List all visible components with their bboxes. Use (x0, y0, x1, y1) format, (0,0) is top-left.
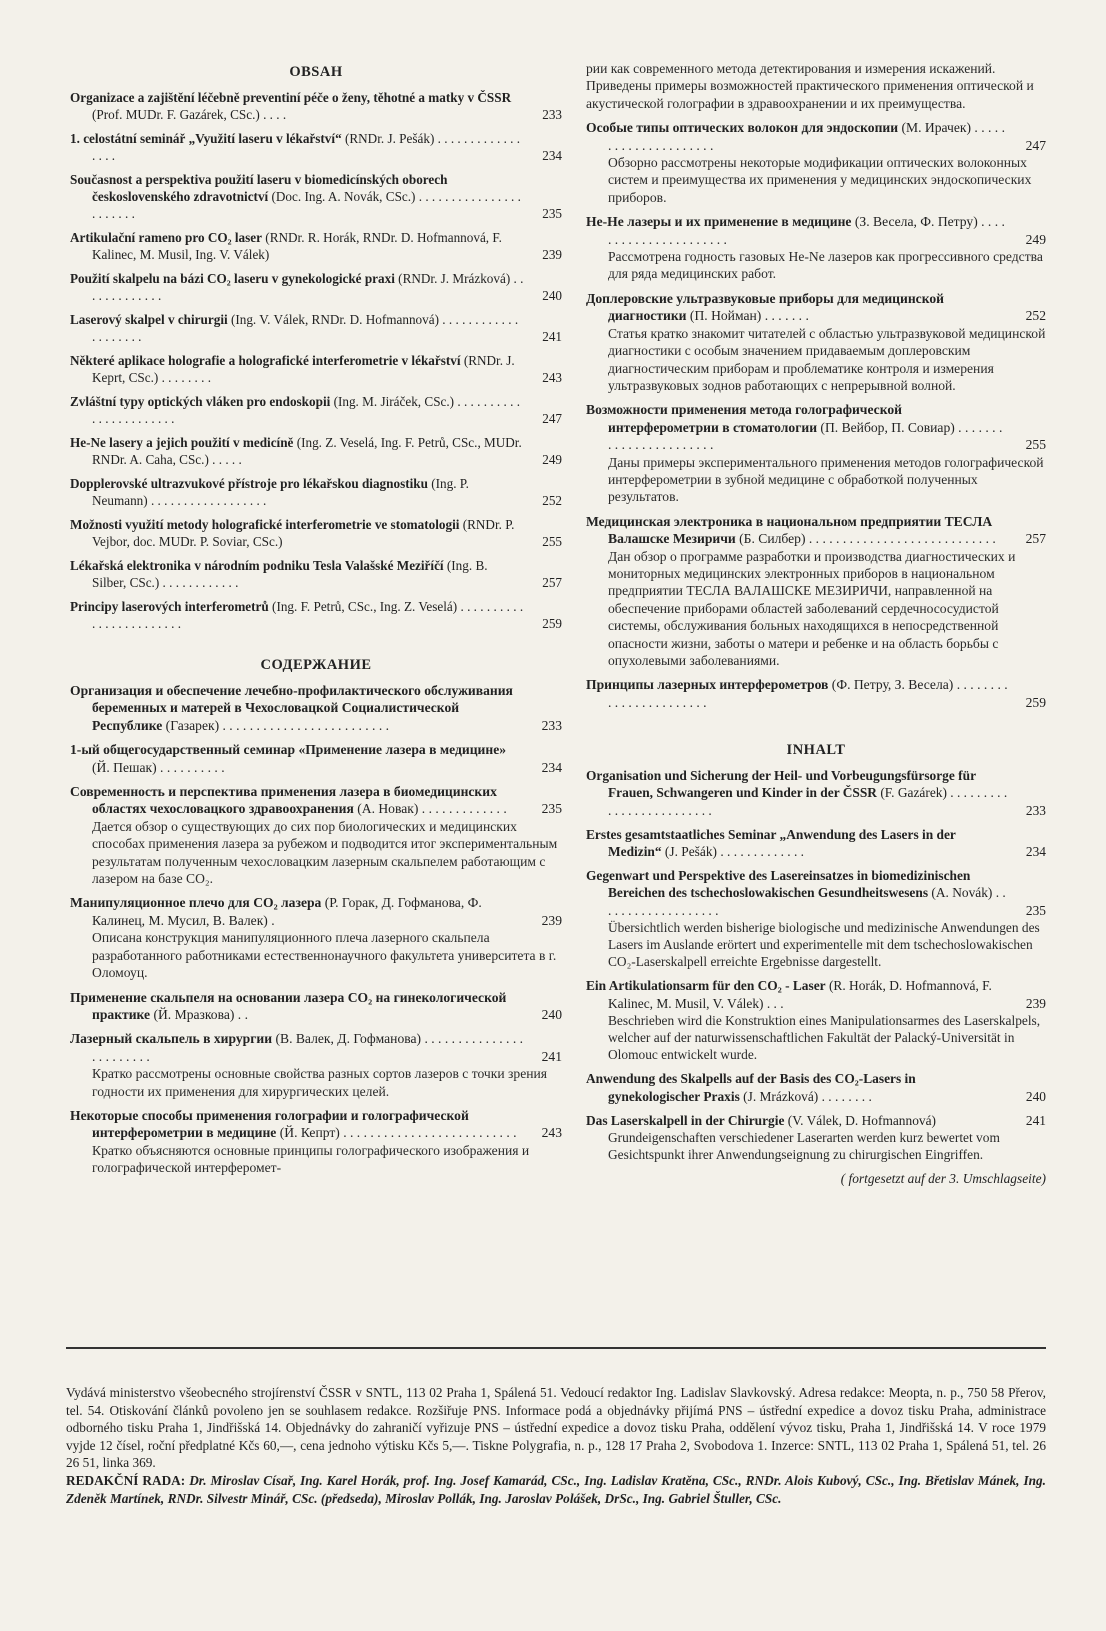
toc-entry (70, 783, 562, 887)
toc-entry-line (586, 1112, 1046, 1129)
toc-entry-authors: (J. Mrázková) . . . . . . . . (739, 1088, 872, 1104)
soderzhanie-left-list (70, 682, 562, 1177)
toc-entry-authors: (Doc. Ing. A. Novák, CSc.) . . . . . . . . . . . . . . . . . . . . . . . (92, 189, 521, 221)
toc-entry-page: 234 (541, 759, 562, 775)
toc-entry-authors: (Й. Кепрт) . . . . . . . . . . . . . . . . . . . . . . . . . . (276, 1125, 517, 1141)
toc-entry-text (70, 682, 524, 734)
inhalt-list (586, 767, 1046, 1163)
toc-entry-title: Некоторые способы применения голографии и голографической интерферометрии в медицине (70, 1107, 469, 1141)
toc-entry-authors: (Ing. P. Neumann) . . . . . . . . . . . . . . . . . . (92, 476, 469, 508)
toc-entry-abstract: Beschrieben wird die Konstruktion eines Manipulationsarmes des Laserskalpels, welcher auf der naturwissenschaftlichen Fakultät der Palacký-Universität in Olomouc entwickelt wurde. (608, 1012, 1041, 1063)
toc-entry-page: 247 (1025, 137, 1046, 153)
toc-entry-text (70, 894, 524, 929)
toc-entry-text (586, 119, 1008, 154)
toc-entry (586, 513, 1046, 670)
toc-entry-abstract: Даны примеры экспериментального применения методов голографической интерферометрии в зубной медицине с обработкой полученных результатов. (608, 454, 1044, 505)
toc-entry-page: 247 (542, 411, 562, 426)
toc-entry-page: 243 (541, 1125, 562, 1141)
soderzhanie-heading: СОДЕРЖАНИЕ (260, 657, 372, 673)
toc-entry-title: Лазерный скальпель в хирургии (70, 1031, 273, 1047)
toc-entry-line (586, 401, 1046, 453)
toc-entry (70, 475, 562, 509)
toc-entry-title: Современность и перспектива применения лазера в биомедицинских областях чехословацкого здравоохранения (70, 784, 497, 817)
toc-entry-title: Особые типы оптических волокон для эндоскопии (586, 120, 899, 136)
toc-entry-authors: (Ing. M. Jiráček, CSc.) . . . . . . . . . . . . . . . . . . . . . . . (92, 394, 521, 426)
toc-entry-title: Anwendung des Skalpells auf der Basis des CO₂-Lasers in gynekologischer Praxis (586, 1071, 916, 1104)
toc-entry-page: 241 (542, 329, 562, 344)
toc-entry-title: Организация и обеспечение лечебно-профилактического обслуживания беременных и матерей в Чехословацкой Социалистической Республике (70, 683, 513, 733)
toc-entry-title: He-Ne lasery a jejich použití v medicíně (70, 435, 294, 450)
toc-entry-line (70, 783, 562, 818)
toc-entry-authors: (Й. Пешак) . . . . . . . . . . (92, 759, 225, 775)
toc-entry (586, 867, 1046, 970)
publisher-text: Vydává ministerstvo všeobecného strojírenství ČSSR v SNTL, 113 02 Praha 1, Spálená 51. Vedoucí redaktor Ing. Ladislav Slavkovský. Adresa redakce: Meopta, n. p., 750 58 Přerov, tel. 54. Otiskování článků povoleno jen se souhlasem redakce. Rozšiřuje PNS. Informace podá a objednávky přijímá PNS – ústřední expedice a dovoz tisku Praha, administrace odborného tisku Praha 1, Jindřišská 14. Objednávky do zahraničí vyřizuje PNS – ústřední expedice a dovoz tisku Praha, oddělení vývoz tisku, Praha 1, Jindřišská 14. V roce 1979 vyjde 12 čísel, roční předplatné Kčs 60,—, cena jednoho výtisku Kčs 5,—. Tiskne Polygrafia, n. p., 128 17 Praha 2, Svobodova 1. Inzerce: SNTL, 113 02 Praha 1, Spálená 51, tel. 26 26 51, linka 369. (66, 1385, 1046, 1471)
toc-entry-abstract: Дан обзор о программе разработки и производства диагностических и мониторных медицинских электронных приборов в национальном предприятии ТЕСЛА ВАЛАШСКЕ МЕЗИРИЧИ, направленной на обеспечение приборами областей заболеваний сердечнососудистой системы, обслуживания больных находящихся в непосредственной опасности жизни, заботы о матери и ребенке и на область борьбы с опухолевыми заболеваниями. (608, 548, 1016, 668)
toc-entry-page: 239 (541, 912, 562, 928)
toc-entry-page: 252 (542, 493, 562, 508)
toc-entry-title: Principy laserových interferometrů (70, 599, 269, 614)
toc-entry-abstract: Дается обзор о существующих до сих пор биологических и медицинских способах применения лазера за рубежом и подводится итог экспериментальным результатам полученным чехословацким лазерным скальпелем работающим с лазером на базе CO₂. (92, 818, 558, 887)
toc-entry-line (70, 1107, 562, 1142)
toc-entry (586, 290, 1046, 394)
obsah-heading: OBSAH (289, 64, 343, 80)
toc-entry-page: 259 (1025, 694, 1046, 710)
toc-entry-abstract: Описана конструкция манипуляционного плеча лазерного скальпела разработанного работниками естественнонаучного факультета университета в г. Оломоуц. (92, 930, 557, 981)
left-column (70, 60, 562, 1184)
toc-entry (70, 352, 562, 386)
toc-entry-abstract: Статья кратко знакомит читателей с областью ультразвуковой медицинской диагностики с особым значением придаваемым доплеровским диагностическим приборам и проблематике контроля и измерения ультразвуковых зоднов работающих с непрерывной волной. (608, 325, 1046, 393)
toc-entry-text (586, 1112, 1008, 1129)
soderzhanie-lead-text: рии как современного метода детектирования и измерения искажений. Приведены примеры возможностей практического применения оптической и акустической голографии в здравоохранении и их преимущества. (586, 61, 1034, 111)
toc-entry-line (70, 130, 562, 164)
toc-entry-authors: (J. Pešák) . . . . . . . . . . . . . (661, 844, 805, 860)
toc-entry-line (586, 977, 1046, 1011)
toc-entry-page: 235 (541, 801, 562, 817)
toc-entry-title: Не-Не лазеры и их применение в медицине (586, 214, 852, 230)
toc-entry-line (586, 826, 1046, 860)
toc-entry-abstract: Рассмотрена годность газовых He-Ne лазеров как прогрессивного средства для ряда медицинских работ. (608, 249, 1043, 282)
toc-entry-line (70, 598, 562, 632)
inhalt-section (586, 742, 1046, 1187)
toc-entry (586, 977, 1046, 1063)
toc-entry-authors: (Р. Горак, Д. Гофманова, Ф. Калинец, М. Мусил, В. Валек) . (92, 895, 482, 928)
toc-entry-text (70, 229, 524, 263)
toc-entry-title: Возможности применения метода голографической интерферометрии в стоматологии (586, 402, 902, 435)
toc-entry-line (70, 475, 562, 509)
toc-entry-line (70, 434, 562, 468)
toc-entry-authors: (Ing. B. Silber, CSc.) . . . . . . . . . . . . (92, 558, 488, 590)
toc-entry-text (586, 767, 1008, 819)
toc-entry-line (586, 676, 1046, 711)
toc-entry-page: 249 (542, 452, 562, 467)
toc-entry-authors: (Ing. V. Válek, RNDr. D. Hofmannová) . . . . . . . . . . . . . . . . . . . . (92, 312, 519, 344)
toc-entry-line (70, 89, 562, 123)
toc-entry-title: Das Laserskalpell in der Chirurgie (586, 1112, 785, 1128)
toc-entry-page: 257 (542, 575, 562, 590)
toc-entry-page: 240 (1025, 1088, 1046, 1104)
toc-entry-authors: (Газарек) . . . . . . . . . . . . . . . . . . . . . . . . . (162, 717, 390, 733)
toc-entry (70, 682, 562, 734)
toc-entry-title: Доплеровские ультразвуковые приборы для медицинской диагностики (586, 290, 944, 324)
toc-entry-title: Ein Artikulationsarm für den CO₂ - Laser (586, 978, 826, 994)
toc-entry (70, 434, 562, 468)
obsah-list (70, 89, 562, 632)
toc-entry-authors: (З. Весела, Ф. Петру) . . . . . . . . . . . . . . . . . . . . . . (608, 214, 1005, 247)
toc-entry-text (70, 741, 524, 776)
editorial-board (66, 1473, 1046, 1506)
toc-entry-title: Медицинская электроника в национальном предприятии ТЕСЛА Валашске Мезиричи (586, 513, 993, 547)
toc-entry-line (586, 767, 1046, 819)
toc-entry-page: 239 (542, 247, 562, 262)
toc-entry-line (70, 894, 562, 929)
toc-entry-line (586, 290, 1046, 325)
soderzhanie-right-list (586, 119, 1046, 711)
toc-entry-text (586, 826, 1008, 860)
toc-entry-text (586, 1070, 1008, 1104)
toc-entry-page: 259 (542, 616, 562, 631)
toc-entry-line (70, 229, 562, 263)
toc-entry-page: 255 (542, 534, 562, 549)
toc-entry (70, 393, 562, 427)
toc-entry-text (586, 290, 1008, 325)
toc-entry-title: Zvláštní typy optických vláken pro endoskopii (70, 394, 331, 409)
toc-entry-text (70, 783, 524, 818)
toc-entry-page: 252 (1025, 308, 1046, 324)
toc-entry-title: Možnosti využití metody holografické interferometrie ve stomatologii (70, 517, 460, 532)
soderzhanie-section (70, 657, 562, 1177)
toc-entry-authors: (F. Gazárek) . . . . . . . . . . . . . . . . . . . . . . . . . (608, 785, 1008, 818)
toc-entry-authors: (RNDr. J. Keprt, CSc.) . . . . . . . . (92, 353, 515, 385)
toc-entry-authors: (В. Валек, Д. Гофманова) . . . . . . . . . . . . . . . . . . . . . . . . (92, 1031, 524, 1064)
toc-entry-authors: (RNDr. P. Vejbor, doc. MUDr. P. Soviar, CSc.) (92, 517, 515, 549)
toc-entry-authors: (Ф. Петру, З. Весела) . . . . . . . . . . . . . . . . . . . . . . . (608, 677, 1008, 710)
toc-entry-page: 255 (1025, 437, 1046, 453)
toc-entry-title: Některé aplikace holografie a holografické interferometrie v lékařství (70, 353, 461, 368)
toc-entry-title: Erstes gesamtstaatliches Seminar „Anwendung des Lasers in der Medizin“ (586, 826, 956, 860)
toc-entry (70, 270, 562, 304)
toc-entry-text (70, 352, 524, 386)
toc-entry-text (70, 1030, 524, 1065)
inhalt-heading: INHALT (786, 742, 846, 759)
toc-entry-text (70, 393, 524, 427)
toc-entry-authors: (V. Válek, D. Hofmannová) (784, 1112, 936, 1128)
toc-entry-page: 233 (542, 107, 562, 122)
toc-entry-page: 235 (542, 206, 562, 221)
toc-entry-line (70, 171, 562, 222)
toc-entry-line (586, 213, 1046, 248)
toc-entry-title: Lékařská elektronika v národním podniku Tesla Valašské Meziříčí (70, 558, 444, 573)
toc-entry-authors: (М. Ирачек) . . . . . . . . . . . . . . . . . . . . . (608, 120, 1005, 153)
toc-entry-title: Dopplerovské ultrazvukové přístroje pro lékařskou diagnostiku (70, 476, 428, 491)
toc-entry (586, 826, 1046, 860)
toc-entry (70, 171, 562, 222)
toc-entry (70, 516, 562, 550)
toc-entry-line (70, 1030, 562, 1065)
toc-entry-page: 243 (542, 370, 562, 385)
toc-entry-authors: (А. Новак) . . . . . . . . . . . . . (353, 801, 507, 817)
soderzhanie-continued (586, 60, 1046, 711)
toc-entry (70, 1107, 562, 1177)
toc-entry-abstract: Обзорно рассмотрены некоторые модификации оптических волоконных систем и преимущества их применения у медицинских эндоскопических приборов. (608, 155, 1032, 205)
toc-entry-page: 257 (1025, 531, 1046, 547)
toc-entry (70, 1030, 562, 1100)
toc-entry-line (70, 741, 562, 776)
toc-entry-text (70, 270, 524, 304)
toc-entry-line (70, 989, 562, 1024)
toc-entry (70, 989, 562, 1024)
toc-entry-line (70, 270, 562, 304)
toc-entry-authors: (П. Нойман) . . . . . . . (686, 308, 809, 324)
toc-entry-authors: (Б. Силбер) . . . . . . . . . . . . . . . . . . . . . . . . . . . . (735, 531, 996, 547)
toc-entry-page: 241 (541, 1048, 562, 1064)
toc-entry-abstract: Кратко рассмотрены основные свойства разных сортов лазеров с точки зрения годности их применения для хирургических целей. (92, 1066, 548, 1099)
editorial-board-members: Dr. Miroslav Císař, Ing. Karel Horák, prof. Ing. Josef Kamarád, CSc., Ing. Ladislav Kratěna, CSc., RNDr. Alois Kubový, CSc., Ing. Břetislav Mánek, Ing. Zdeněk Martínek, RNDr. Silvestr Minář, CSc. (předseda), Miroslav Pollák, Ing. Jaroslav Polášek, DrSc., Ing. Gabriel Štuller, CSc. (66, 1472, 1047, 1506)
toc-entry (586, 213, 1046, 283)
toc-entry-text (70, 475, 524, 509)
toc-entry-line (586, 867, 1046, 919)
toc-entry-title: Organisation und Sicherung der Heil- und Vorbeugungsfürsorge für Frauen, Schwangeren und Kinder in der ČSSR (586, 768, 976, 801)
toc-entry-page: 233 (541, 717, 562, 733)
toc-entry-authors: (R. Horák, D. Hofmannová, F. Kalinec, M. Musil, V. Válek) . . . (608, 978, 992, 1011)
toc-entry-title: Принципы лазерных интерферометров (586, 677, 829, 693)
toc-entry-text (70, 989, 524, 1024)
toc-entry (586, 401, 1046, 505)
toc-entry-abstract: Übersichtlich werden bisherige biologische und medizinische Anwendungen des Lasers im Auslande erörtert und experimentelle mit dem tschechoslowakischen CO₂-Laserskalpell erreichte Ergebnisse dargestellt. (608, 919, 1040, 970)
toc-entry-text (586, 977, 1008, 1011)
toc-entry-page: 249 (1025, 231, 1046, 247)
toc-entry-text (586, 401, 1008, 453)
toc-entry (70, 894, 562, 981)
toc-entry (586, 767, 1046, 819)
toc-entry-text (70, 130, 524, 164)
toc-entry-text (70, 516, 524, 550)
toc-entry-title: 1. celostátní seminář „Využití laseru v lékařství“ (70, 131, 342, 146)
toc-entry (70, 89, 562, 123)
toc-entry-text (70, 311, 524, 345)
toc-entry-page: 235 (1025, 902, 1046, 918)
toc-entry-line (586, 119, 1046, 154)
toc-entry-title: Gegenwart und Perspektive des Lasereinsatzes in biomedizinischen Bereichen des tschechoslowakischen Gesundheitswesens (586, 868, 971, 901)
imprint (66, 1384, 1046, 1507)
toc-entry-text (70, 557, 524, 591)
toc-entry-authors: (П. Вейбор, П. Совиар) . . . . . . . . . . . . . . . . . . . . . . . (608, 419, 1003, 453)
toc-entry (586, 676, 1046, 711)
toc-entry-authors: (RNDr. J. Mrázková) . . . . . . . . . . . . . (92, 271, 524, 303)
toc-entry-title: Použití skalpelu na bázi CO₂ laseru v gynekologické praxi (70, 271, 395, 286)
continued-note: ( fortgesetzt auf der 3. Umschlagseite) (840, 1171, 1046, 1187)
toc-entry-authors: (Prof. MUDr. F. Gazárek, CSc.) . . . . (92, 107, 287, 122)
toc-entry-text (586, 676, 1008, 711)
toc-entry (586, 1112, 1046, 1164)
toc-entry (70, 598, 562, 632)
toc-entry (70, 557, 562, 591)
toc-entry-title: Artikulační rameno pro CO₂ laser (70, 230, 262, 245)
toc-entry-page: 240 (541, 1006, 562, 1022)
toc-entry-title: 1-ый общегосударственный семинар «Применение лазера в медицине» (70, 742, 507, 758)
toc-entry-authors: (Й. Мразкова) . . (150, 1006, 248, 1022)
toc-entry-page: 241 (1025, 1112, 1046, 1128)
toc-entry (70, 311, 562, 345)
toc-entry-title: Organizace a zajištění léčebně preventiní péče o ženy, těhotné a matky v ČSSR (70, 90, 512, 105)
toc-entry-line (586, 513, 1046, 548)
toc-entry (586, 119, 1046, 206)
obsah-section (70, 64, 562, 632)
toc-entry-text (70, 1107, 524, 1142)
toc-entry-title: Манипуляционное плечо для CO₂ лазера (70, 895, 322, 911)
toc-entry-line (70, 393, 562, 427)
toc-entry-authors: (A. Novák) . . . . . . . . . . . . . . . . . . . (608, 885, 1006, 918)
toc-entry (586, 1070, 1046, 1104)
toc-entry-text (586, 513, 1008, 548)
toc-entry-line (70, 311, 562, 345)
toc-entry-line (70, 516, 562, 550)
toc-entry-abstract: Grundeigenschaften verschiedener Laserarten werden kurz bewertet vom Gesichtspunkt ihrer Anwendungseignung zu chirurgischen Eingriffen. (608, 1130, 1000, 1163)
toc-entry-line (586, 1070, 1046, 1104)
toc-entry-text (70, 598, 524, 632)
toc-entry-title: Současnost a perspektiva použití laseru v biomedicínských oborech československého zdravotnictví (70, 172, 448, 204)
toc-entry-page: 239 (1025, 995, 1046, 1011)
toc-entry-authors: (RNDr. J. Pešák) . . . . . . . . . . . . . . . . . (92, 131, 521, 163)
toc-entry-text (70, 89, 524, 123)
toc-entry-page: 234 (542, 148, 562, 163)
toc-entry-page: 233 (1025, 802, 1046, 818)
toc-entry-line (70, 352, 562, 386)
toc-entry-text (70, 434, 524, 468)
toc-entry-line (70, 557, 562, 591)
footer-rule (66, 1347, 1046, 1349)
toc-entry-title: Laserový skalpel v chirurgii (70, 312, 228, 327)
right-column (586, 60, 1046, 1187)
toc-entry-text (586, 867, 1008, 919)
toc-entry-authors: (Ing. F. Petrů, CSc., Ing. Z. Veselá) . . . . . . . . . . . . . . . . . . . . . . . . (92, 599, 524, 631)
toc-entry-line (70, 682, 562, 734)
toc-entry-authors: (RNDr. R. Horák, RNDr. D. Hofmannová, F. Kalinec, M. Musil, Ing. V. Válek) (92, 230, 502, 262)
toc-entry-page: 234 (1025, 844, 1046, 860)
toc-entry-title: Применение скальпеля на основании лазера CO₂ на гинекологической практике (70, 989, 507, 1022)
toc-entry (70, 741, 562, 776)
toc-entry-page: 240 (542, 288, 562, 303)
toc-entry-authors: (Ing. Z. Veselá, Ing. F. Petrů, CSc., MUDr. RNDr. A. Caha, CSc.) . . . . . (92, 435, 522, 467)
toc-entry-text (70, 171, 524, 222)
editorial-board-label: REDAKČNÍ RADA: (66, 1472, 186, 1488)
toc-entry-abstract: Кратко объясняются основные принципы голографического изображения и голографической интерферомет- (92, 1142, 530, 1176)
toc-entry (70, 130, 562, 164)
toc-entry (70, 229, 562, 263)
toc-entry-text (586, 213, 1008, 248)
